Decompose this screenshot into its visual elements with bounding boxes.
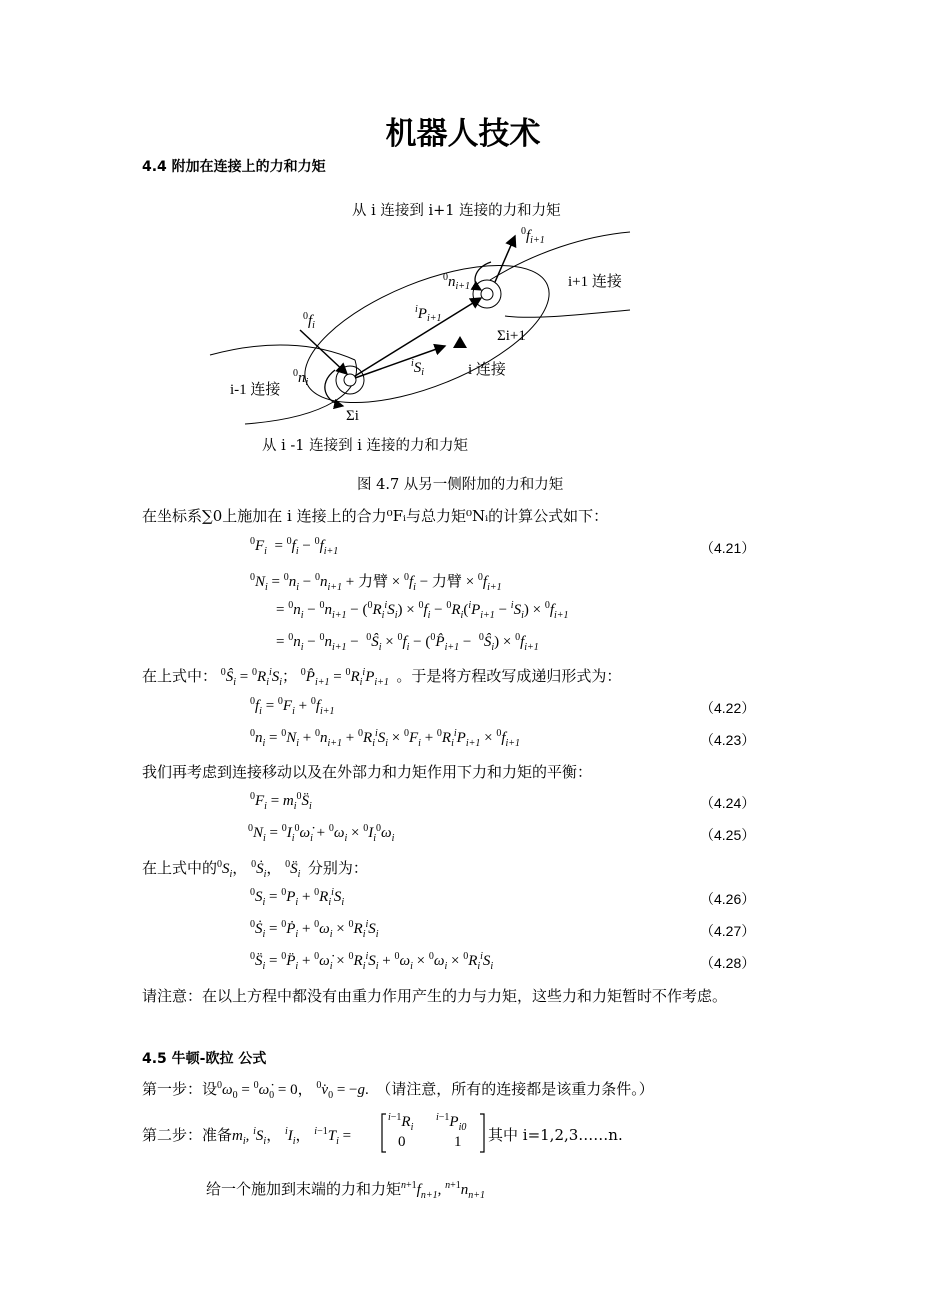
matrix-p: $^{i-1}P_{i0}$ <box>436 1112 467 1133</box>
step-three <box>206 1178 485 1199</box>
equation-number-4-23: （4.23） <box>700 732 756 748</box>
label-link-next: i+1 连接 <box>568 274 622 290</box>
paragraph-respectively-tail: 分别为： <box>307 859 368 877</box>
paragraph-note: 请注意：在以上方程中都没有由重力作用产生的力与力矩，这些力和力矩暂时不作考虑。 <box>142 987 728 1005</box>
equation-number-4-21: （4.21） <box>700 540 756 556</box>
step-one-math: $^0\omega_0$ = $^0\omegȧ_0 = 0$， $^0v̇_0 = -g$. <box>217 1080 377 1101</box>
paragraph-respectively <box>142 857 368 878</box>
label-link-prev: i-1 连接 <box>230 382 281 398</box>
step-three-math: $^{n+1}f_{n+1}$, $^{n+1}n_{n+1}$ <box>401 1180 485 1201</box>
paragraph-definitions <box>142 665 621 686</box>
svg-text:0fi+1: $^0f_{i+1}$ <box>521 226 545 246</box>
svg-text:iPi+1: $^iP_{i+1}$ <box>415 304 442 324</box>
page-title: 机器人技术 <box>385 116 541 152</box>
label-link-i: i 连接 <box>468 362 506 378</box>
figure-caption: 图 4.7 从另一侧附加的力和力矩 <box>357 477 564 493</box>
step-two-label: 第二步：准备 <box>142 1126 233 1144</box>
svg-text:iSi: $^iS_i$ <box>411 358 425 378</box>
vector-f-i <box>300 330 347 374</box>
equation-4-28: $^0S̈_i$ = $^0P̈_i$ + $^0\omegȧ_i \times ^0R_i^iS_i + ^0\omega_i \times ^0\omega_i \times ^0R_i^iS_i$ <box>250 951 494 972</box>
equation-number-4-28: （4.28） <box>700 955 756 971</box>
diagram-top-caption: 从 i 连接到 i+1 连接的力和力矩 <box>352 203 561 219</box>
step-one-note: （请注意，所有的连接都是该重力条件。） <box>376 1080 654 1098</box>
force-moment-diagram <box>205 222 635 434</box>
paragraph-respectively-lead: 在上式中的 <box>142 859 218 877</box>
equation-number-4-26: （4.26） <box>700 891 756 907</box>
arm-word-2: 力臂 <box>431 574 462 590</box>
step-two-tail: 其中 i=1,2,3……n. <box>488 1126 623 1144</box>
equation-4-21-line3: = $^0n_i - ^0n_{i+1} - (^0R_i^iS_i) \times ^0f_i - ^0R_i(^iP_{i+1} - ^iS_i) \times ^0f_{i+1}$ <box>276 600 569 621</box>
paragraph-intro: 在坐标系∑0上施加在 i 连接上的合力⁰Fᵢ与总力矩⁰Nᵢ的计算公式如下： <box>142 507 609 525</box>
equation-4-23: $^0n_i = ^0N_i + ^0n_{i+1} + ^0R_i^iS_i \times ^0F_i + ^0R_i^iP_{i+1} \times ^0f_{i+1}$ <box>250 728 521 749</box>
step-one-label: 第一步：设 <box>142 1080 218 1098</box>
definitions-math: $^0Ŝ_i = ^0R_i^iS_i$； $^0P̂_{i+1} = ^0R_i^iP_{i+1}$ <box>220 667 389 688</box>
equation-4-21-line1: $^0F_i = ^0f_i - ^0f_{i+1}$ <box>250 536 339 557</box>
label-frame-i: Σi <box>346 408 359 424</box>
equation-4-24: $^0F_i$ = $m_i^0S̈_i$ <box>250 791 312 812</box>
section-heading-4-4: 4.4 附加在连接上的力和力矩 <box>142 159 326 175</box>
matrix-r: $^{i-1}R_i$ <box>388 1112 414 1133</box>
step-two-math: $m_i$, $^iS_i$， $^iI_i$， $^{i-1}T_i$ = <box>232 1126 352 1147</box>
vector-f-i1 <box>495 236 515 282</box>
equation-4-22: $^0f_i = ^0F_i + ^0f_{i+1}$ <box>250 696 335 717</box>
svg-text:0fi: $^0f_i$ <box>303 311 315 331</box>
paragraph-definitions-lead: 在上式中： <box>142 667 218 685</box>
equation-4-21-line2: $^0N_i = ^0n_i - ^0n_{i+1}$ + 力臂 × $^0f_i$ − 力臂 × $^0f_{i+1}$ <box>250 572 502 593</box>
step-two <box>142 1124 351 1145</box>
step-one <box>142 1078 654 1099</box>
joint-next-inner <box>481 288 493 300</box>
vector-s-i <box>355 346 445 378</box>
svg-text:0ni: $^0n_i$ <box>293 368 309 388</box>
diagram-bottom-caption: 从 i -1 连接到 i 连接的力和力矩 <box>262 438 468 454</box>
equation-4-25: $^0N_i$ = $^0I_i^0\omegȧ_i + ^0\omega_i \times ^0I_i^0\omega_i$ <box>248 823 395 844</box>
paragraph-balance: 我们再考虑到连接移动以及在外部力和力矩作用下力和力矩的平衡： <box>142 763 593 781</box>
paragraph-definitions-tail: 。于是将方程改写成递归形式为： <box>396 667 622 685</box>
equation-number-4-24: （4.24） <box>700 795 756 811</box>
matrix-zero: 0 <box>398 1134 406 1150</box>
equation-number-4-25: （4.25） <box>700 827 756 843</box>
arm-word-1: 力臂 <box>358 574 389 590</box>
equation-number-4-27: （4.27） <box>700 923 756 939</box>
label-frame-next: Σi+1 <box>497 328 526 344</box>
matrix-one: 1 <box>454 1134 462 1150</box>
equation-4-27: $^0$Ṡ$_i$ = $^0$Ṗ$_i$ + $^0\omega_i \times ^0R_i^iS_i$ <box>250 919 379 940</box>
equation-number-4-22: （4.22） <box>700 700 756 716</box>
respectively-math: $^0S_i$， $^0$Ṡ$_i$， $^0S̈_i$ <box>217 859 301 880</box>
equation-4-26: $^0S_i = ^0P_i + ^0R_i^iS_i$ <box>250 887 345 908</box>
center-of-mass-icon <box>453 336 467 348</box>
step-three-text: 给一个施加到末端的力和力矩 <box>206 1180 402 1198</box>
joint-i-inner <box>344 374 356 386</box>
equation-4-21-line4: = $^0n_i - ^0n_{i+1}$ − $^0Ŝ_i \times ^0f_i$ − ($^0P̂_{i+1}$ − $^0Ŝ_i) \times ^0f_{i+1}$ <box>276 632 539 653</box>
svg-text:0ni+1: $^0n_{i+1}$ <box>443 272 471 292</box>
section-heading-4-5: 4.5 牛顿-欧拉 公式 <box>142 1051 267 1067</box>
